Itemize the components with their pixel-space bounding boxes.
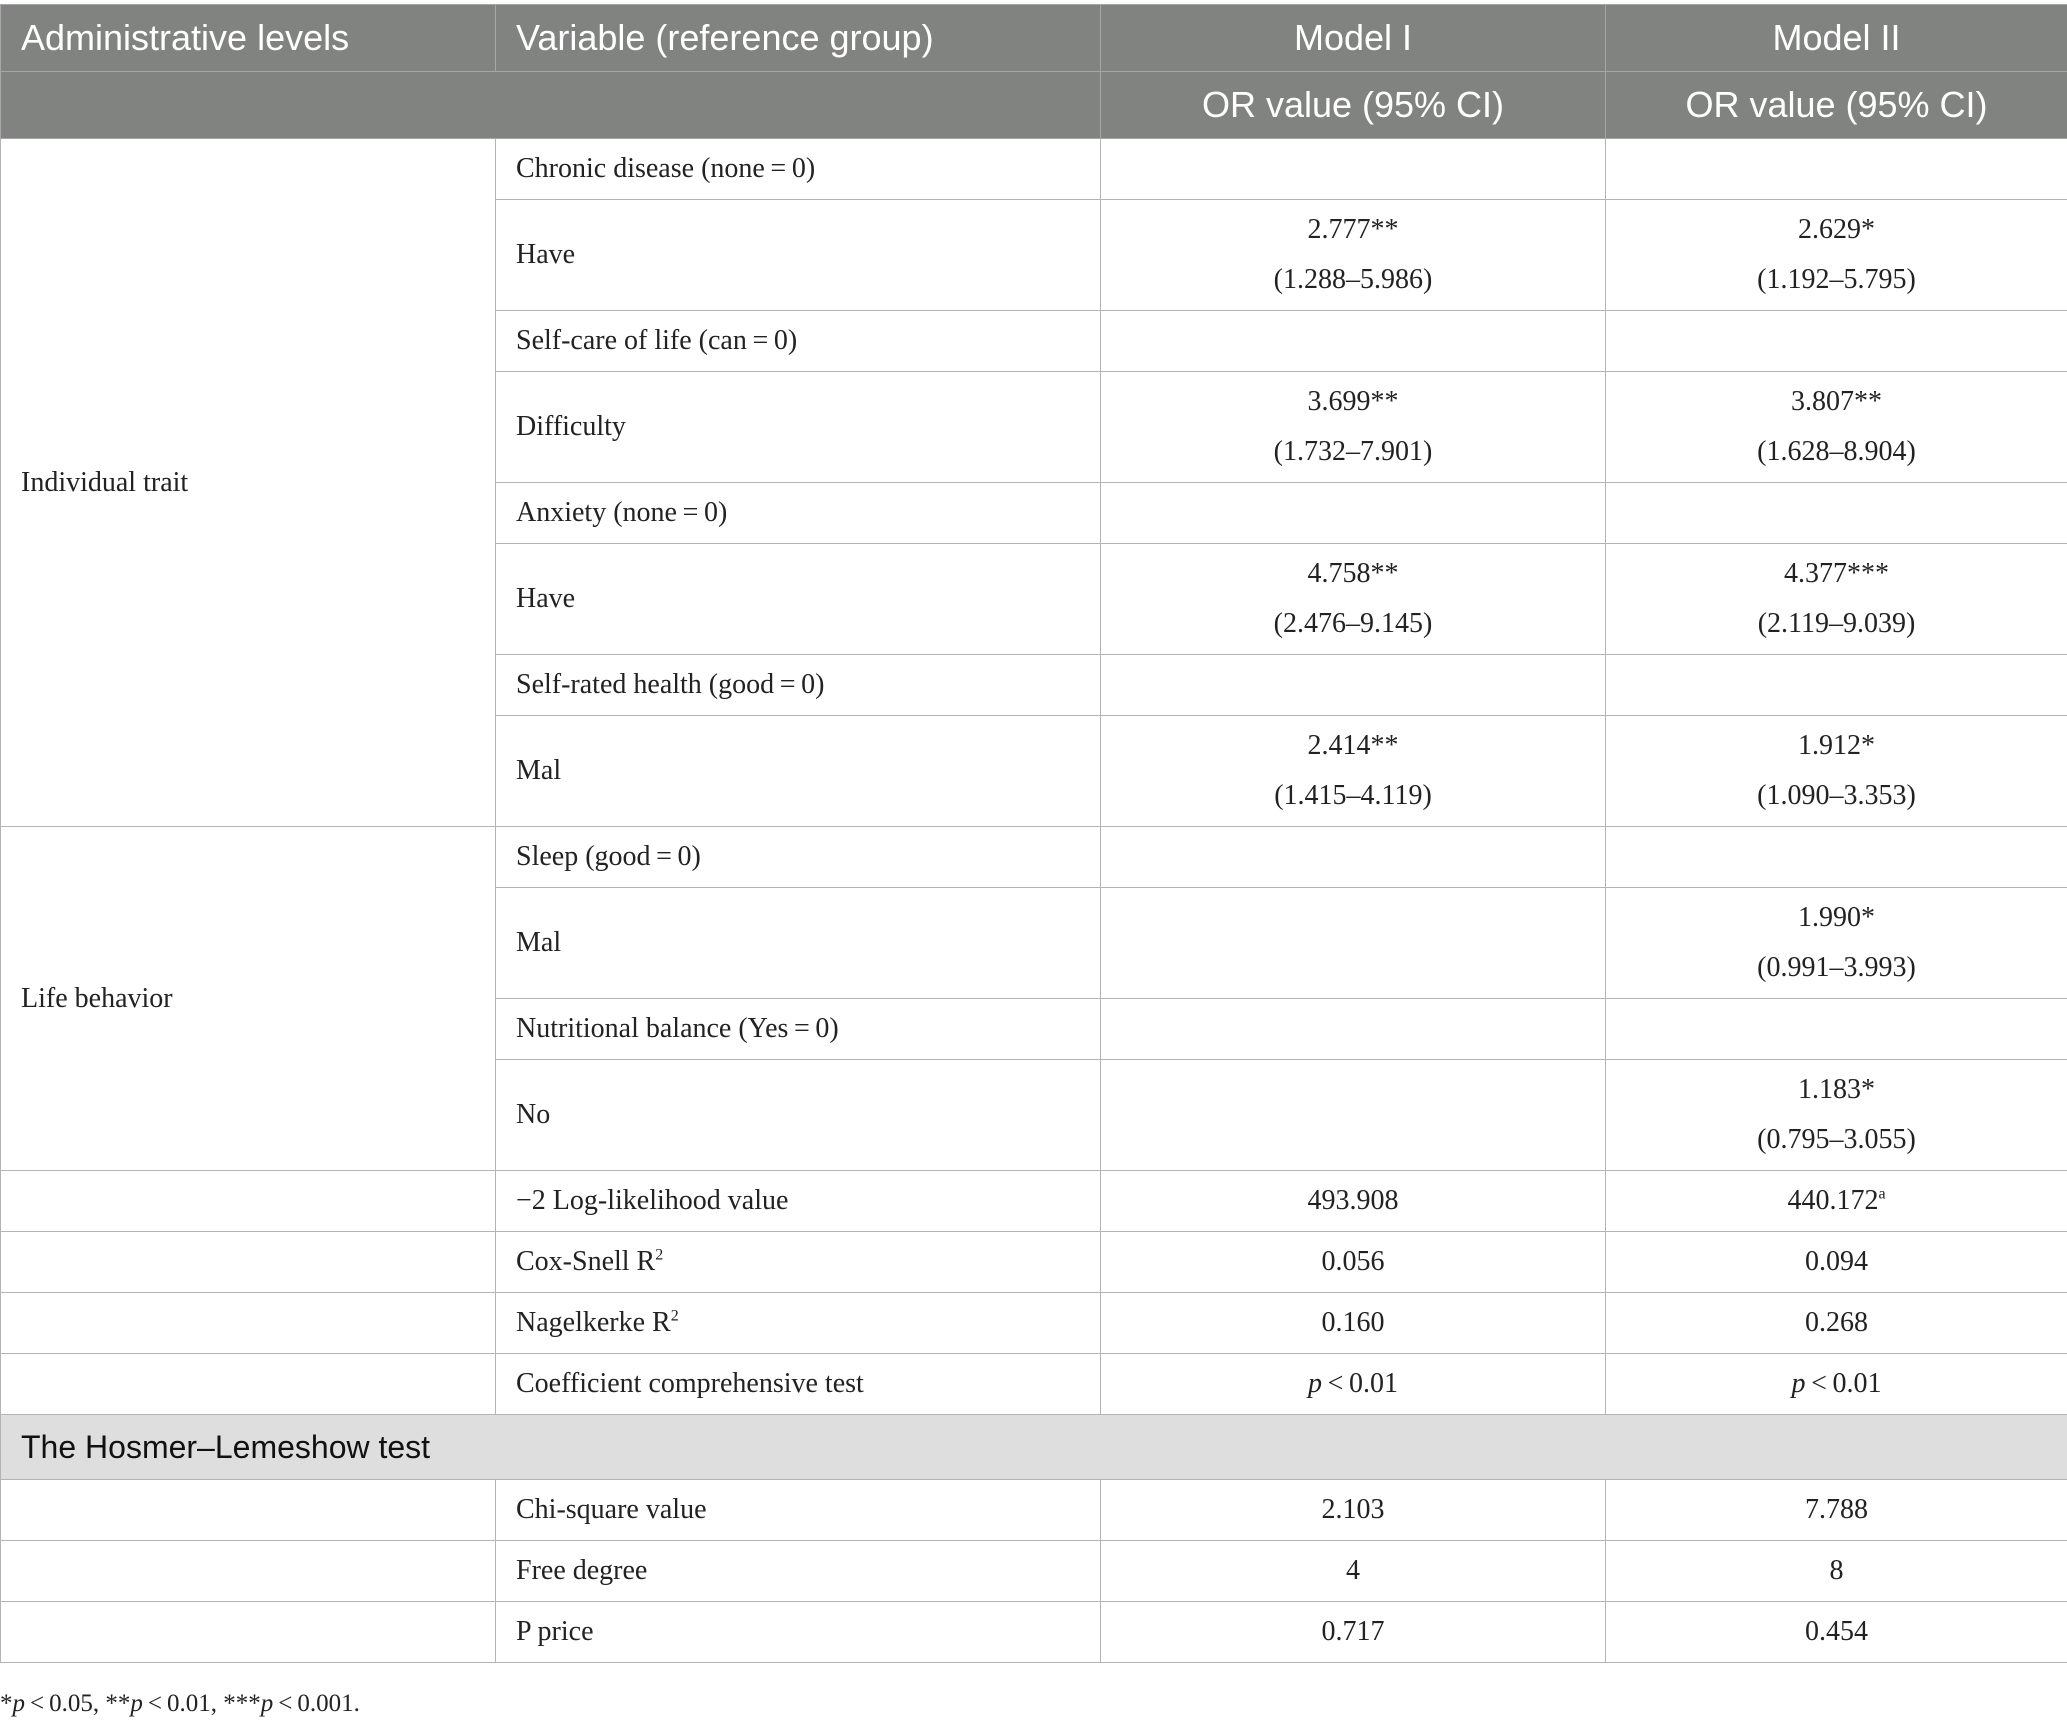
subheader-or-model-2: OR value (95% CI): [1606, 72, 2067, 139]
model-2-cell: 2.629* (1.192–5.795): [1606, 200, 2067, 311]
model-1-cell: 0.160: [1101, 1293, 1606, 1354]
table-row: [1, 139, 2067, 200]
variable-label: Chronic disease (none = 0): [496, 139, 1101, 200]
model-1-cell: 0.717: [1101, 1602, 1606, 1663]
blank-cell: [1, 1541, 496, 1602]
model-1-cell: [1101, 888, 1606, 999]
variable-label: Nutritional balance (Yes = 0): [496, 999, 1101, 1060]
variable-label: Chi-square value: [496, 1480, 1101, 1541]
model-1-cell: 493.908: [1101, 1171, 1606, 1232]
header-variable: Variable (reference group): [496, 5, 1101, 72]
header-model-2: Model II: [1606, 5, 2067, 72]
variable-label: Mal: [496, 888, 1101, 999]
blank-cell: [1, 1354, 496, 1415]
blank-cell: [1, 1602, 496, 1663]
table-row: [1, 827, 2067, 888]
subheader-blank: [1, 72, 1101, 139]
table-row: [1, 1293, 2067, 1354]
model-1-cell: [1101, 827, 1606, 888]
model-2-cell: 3.807** (1.628–8.904): [1606, 372, 2067, 483]
superscript: a: [1878, 1185, 1886, 1203]
variable-label: Free degree: [496, 1541, 1101, 1602]
model-2-cell: [1606, 827, 2067, 888]
superscript: 2: [670, 1307, 679, 1325]
model-1-cell: 3.699** (1.732–7.901): [1101, 372, 1606, 483]
table-row: [1, 1602, 2067, 1663]
variable-label: Have: [496, 200, 1101, 311]
variable-label: Mal: [496, 716, 1101, 827]
model-1-cell: [1101, 311, 1606, 372]
model-1-cell: [1101, 655, 1606, 716]
model-1-cell: 4: [1101, 1541, 1606, 1602]
model-2-cell: p < 0.01: [1606, 1354, 2067, 1415]
model-1-cell: 2.103: [1101, 1480, 1606, 1541]
group-life-behavior: Life behavior: [1, 827, 496, 1171]
model-2-cell: 7.788: [1606, 1480, 2067, 1541]
variable-label: Self-care of life (can = 0): [496, 311, 1101, 372]
variable-label: Have: [496, 544, 1101, 655]
model-2-cell: 1.912* (1.090–3.353): [1606, 716, 2067, 827]
blank-cell: [1, 1293, 496, 1354]
model-2-cell: 1.183* (0.795–3.055): [1606, 1060, 2067, 1171]
variable-label: Nagelkerke $R^2$: [496, 1293, 1101, 1354]
group-individual-trait: Individual trait: [1, 139, 496, 827]
model-2-cell: [1606, 139, 2067, 200]
model-2-cell: 1.990* (0.991–3.993): [1606, 888, 2067, 999]
model-1-cell: [1101, 1060, 1606, 1171]
table-row: [1, 1171, 2067, 1232]
model-2-cell: 4.377*** (2.119–9.039): [1606, 544, 2067, 655]
header-row: [1, 5, 2067, 72]
model-1-cell: [1101, 483, 1606, 544]
model-2-cell: [1606, 483, 2067, 544]
table-row: [1, 1541, 2067, 1602]
model-1-cell: 2.777** (1.288–5.986): [1101, 200, 1606, 311]
model-2-cell: [1606, 655, 2067, 716]
variable-label: Coefficient comprehensive test: [496, 1354, 1101, 1415]
model-2-cell: 0.268: [1606, 1293, 2067, 1354]
variable-label: P price: [496, 1602, 1101, 1663]
subheader-row: [1, 72, 2067, 139]
variable-label: Self-rated health (good = 0): [496, 655, 1101, 716]
table-footnote: *p < 0.05, **p < 0.01, ***p < 0.001.: [0, 1690, 360, 1717]
blank-cell: [1, 1480, 496, 1541]
model-2-cell: 0.094: [1606, 1232, 2067, 1293]
model-2-cell: [1606, 999, 2067, 1060]
model-1-cell: p < 0.01: [1101, 1354, 1606, 1415]
variable-label: Anxiety (none = 0): [496, 483, 1101, 544]
model-2-cell: 8: [1606, 1541, 2067, 1602]
header-model-1: Model I: [1101, 5, 1606, 72]
model-2-cell: [1606, 311, 2067, 372]
model-1-cell: 4.758** (2.476–9.145): [1101, 544, 1606, 655]
variable-label: −2 Log-likelihood value: [496, 1171, 1101, 1232]
model-1-cell: [1101, 139, 1606, 200]
subheader-or-model-1: OR value (95% CI): [1101, 72, 1606, 139]
variable-label: Sleep (good = 0): [496, 827, 1101, 888]
model-2-cell: 0.454: [1606, 1602, 2067, 1663]
variable-label: No: [496, 1060, 1101, 1171]
model-1-cell: 0.056: [1101, 1232, 1606, 1293]
superscript: 2: [655, 1246, 664, 1264]
table-row: [1, 1354, 2067, 1415]
model-1-cell: [1101, 999, 1606, 1060]
regression-table: [0, 4, 2067, 1663]
section-title: The Hosmer–Lemeshow test: [1, 1415, 2067, 1480]
blank-cell: [1, 1232, 496, 1293]
blank-cell: [1, 1171, 496, 1232]
header-admin-levels: Administrative levels: [1, 5, 496, 72]
variable-label: Difficulty: [496, 372, 1101, 483]
variable-label: Cox-Snell $R^2$: [496, 1232, 1101, 1293]
table-row: [1, 1480, 2067, 1541]
model-2-cell: 440.172$^a$: [1606, 1171, 2067, 1232]
table-row: [1, 1232, 2067, 1293]
model-1-cell: 2.414** (1.415–4.119): [1101, 716, 1606, 827]
section-row: [1, 1415, 2067, 1480]
